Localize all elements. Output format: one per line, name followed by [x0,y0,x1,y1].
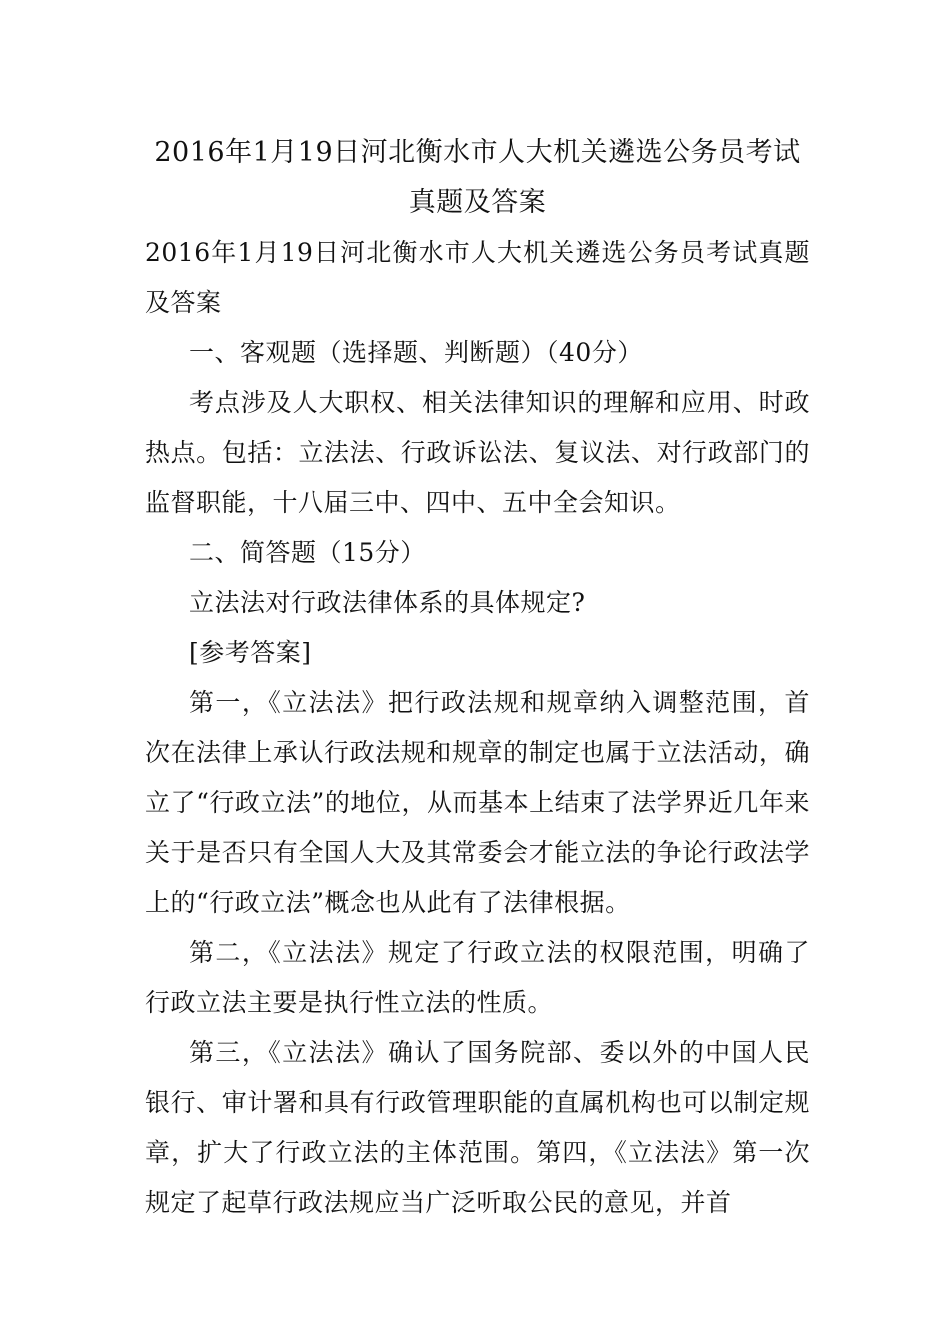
section-heading-objective: 一、客观题（选择题、判断题）（40分） [189,338,643,367]
answer-point-1-paragraph: 第一，《立法法》把行政法规和规章纳入调整范围，首次在法律上承认行政法规和规章的制定也属于立法活动，确立了“行政立法”的地位，从而基本上结束了法学界近几年来关于是否只有全国人大及其常委会才能立法的争论行政法学上的“行政立法”概念也从此有了法律根据。 [145,688,810,917]
section-heading-short-answer: 二、简答题（15分） [189,538,426,567]
reference-answer-label: [参考答案] [189,638,312,667]
question-paragraph: 立法法对行政法律体系的具体规定? [189,588,586,617]
objective-description-paragraph: 考点涉及人大职权、相关法律知识的理解和应用、时政热点。包括：立法法、行政诉讼法、复议法、对行政部门的监督职能，十八届三中、四中、五中全会知识。 [145,388,810,517]
repeated-title-paragraph: 2016年1月19日河北衡水市人大机关遴选公务员考试真题及答案 [145,238,810,317]
answer-point-3-paragraph: 第三，《立法法》确认了国务院部、委以外的中国人民银行、审计署和具有行政管理职能的直属机构也可以制定规章，扩大了行政立法的主体范围。第四，《立法法》第一次规定了起草行政法规应当广泛听取公民的意见，并首 [145,1038,810,1217]
document-title: 2016年1月19日河北衡水市人大机关遴选公务员考试真题及答案 [154,137,801,218]
answer-point-2-paragraph: 第二，《立法法》规定了行政立法的权限范围，明确了行政立法主要是执行性立法的性质。 [145,938,810,1017]
